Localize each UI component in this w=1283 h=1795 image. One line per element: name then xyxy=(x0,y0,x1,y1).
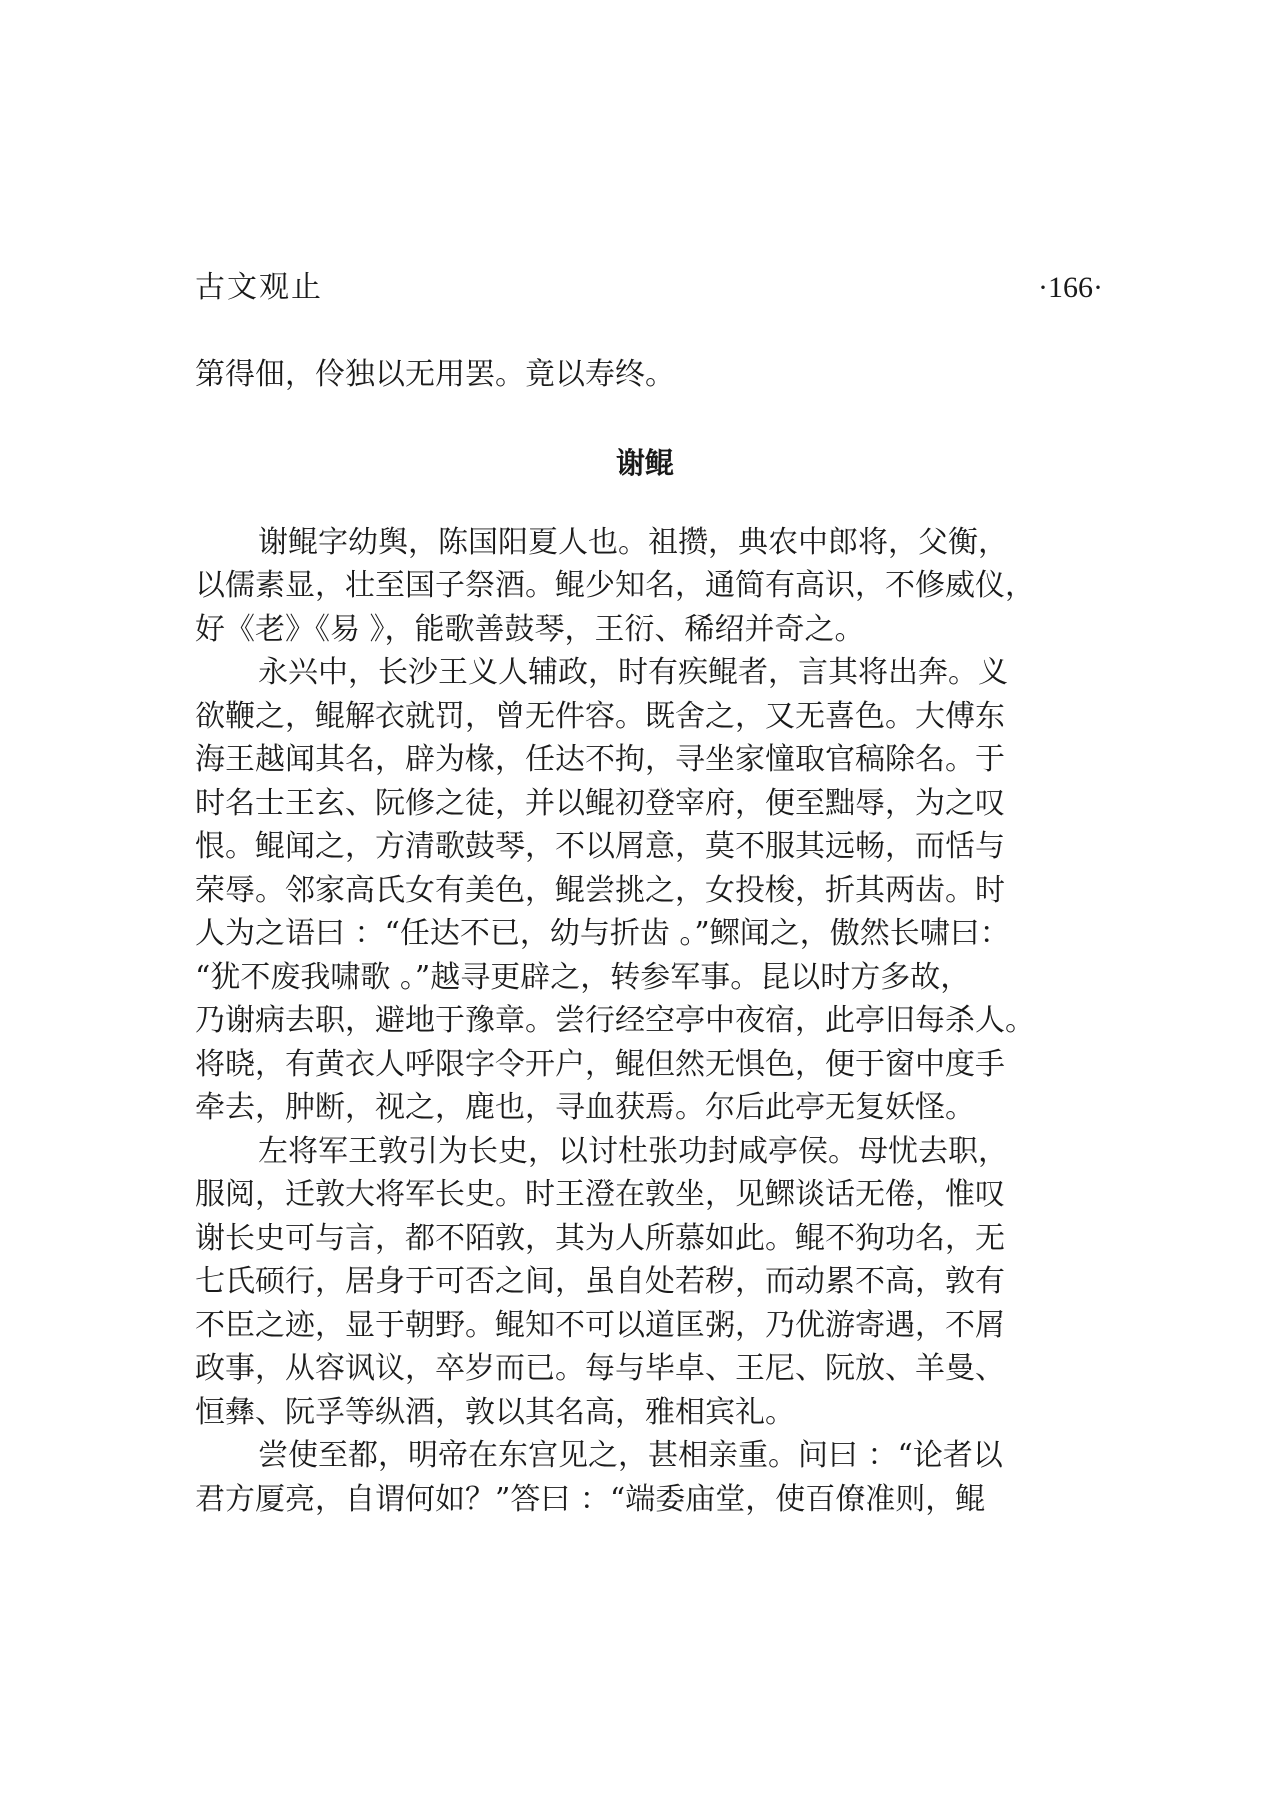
paragraph xyxy=(195,1434,1095,1521)
text-line: 荣辱。邻家高氏女有美色，鲲尝挑之，女投梭，折其两齿。时 xyxy=(195,872,1005,908)
text-line: 牵去，肿断，视之，鹿也，寻血获焉。尔后此亭无复妖怪。 xyxy=(195,1090,975,1125)
text-line: 谢鲲字幼舆，陈国阳夏人也。祖攒，典农中郎将，父衡， xyxy=(258,524,1008,560)
text-line: 人为之语曰 ：“任达不已，幼与折齿 。”鳏闻之，傲然长啸曰： xyxy=(195,916,1010,951)
page-number: ·166· xyxy=(1038,271,1103,304)
text-line: 永兴中，长沙王义人辅政，时有疾鲲者，言其将出奔。义 xyxy=(258,655,1008,690)
paragraph xyxy=(195,651,1095,1130)
text-line: 服阅，迁敦大将军长史。时王澄在敦坐，见鳏谈话无倦，惟叹 xyxy=(195,1177,1005,1212)
continued-text: 第得佃，伶独以无用罢。竟以寿终。 xyxy=(195,357,675,392)
body-text xyxy=(195,521,1095,1522)
text-line: 七氏硕行，居身于可否之间，虽自处若秽，而动累不高，敦有 xyxy=(195,1264,1005,1299)
text-line: 将晓，有黄衣人呼限字令开户，鲲但然无惧色，便于窗中度手 xyxy=(195,1046,1005,1082)
text-line: 海王越闻其名，辟为椽，任达不拘，寻坐家憧取官稿除名。于 xyxy=(195,742,1005,777)
text-line: 乃谢病去职，避地于豫章。尝行经空亭中夜宿，此亭旧每杀人。 xyxy=(195,1003,1035,1038)
book-title: 古文观止 xyxy=(195,270,323,305)
text-line: 左将军王敦引为长史，以讨杜张功封咸亭侯。母忧去职， xyxy=(258,1133,1008,1169)
text-line: 好《老》《易 》，能歌善鼓琴，王衍、稀绍并奇之。 xyxy=(195,611,865,647)
paragraph xyxy=(195,1130,1095,1435)
document-page xyxy=(195,268,1103,1521)
text-line: 政事，从容讽议，卒岁而已。每与毕卓、王尼、阮放、羊曼、 xyxy=(195,1351,1005,1386)
text-line: 谢长史可与言，都不陌敦，其为人所慕如此。鲲不狗功名，无 xyxy=(195,1220,1005,1256)
text-line: 恨。鲲闻之，方清歌鼓琴，不以屑意，莫不服其远畅，而恬与 xyxy=(195,829,1005,864)
running-header xyxy=(195,268,1103,308)
text-line: 恒彝、阮孚等纵酒，敦以其名高，雅相宾礼。 xyxy=(195,1394,795,1430)
section-title: 谢鲲 xyxy=(615,445,674,480)
text-line: 尝使至都，明帝在东宫见之，甚相亲重。问曰 ：“论者以 xyxy=(258,1438,1003,1473)
text-line: “犹不废我啸歌 。”越寻更辟之，转参军事。昆以时方多故， xyxy=(195,959,971,995)
text-line: 不臣之迹，显于朝野。鲲知不可以道匡粥，乃优游寄遇，不屑 xyxy=(195,1307,1005,1343)
text-line: 以儒素显，壮至国子祭酒。鲲少知名，通简有高识，不修威仪， xyxy=(195,568,1035,603)
text-line: 时名士王玄、阮修之徒，并以鲲初登宰府，便至黜辱，为之叹 xyxy=(195,785,1005,821)
text-line: 君方厦亮，自谓何如？”答曰 ：“端委庙堂，使百僚准则，鲲 xyxy=(195,1481,986,1517)
text-line: 欲鞭之，鲲解衣就罚，曾无件容。既舍之，又无喜色。大傅东 xyxy=(195,698,1005,734)
paragraph xyxy=(195,521,1095,652)
